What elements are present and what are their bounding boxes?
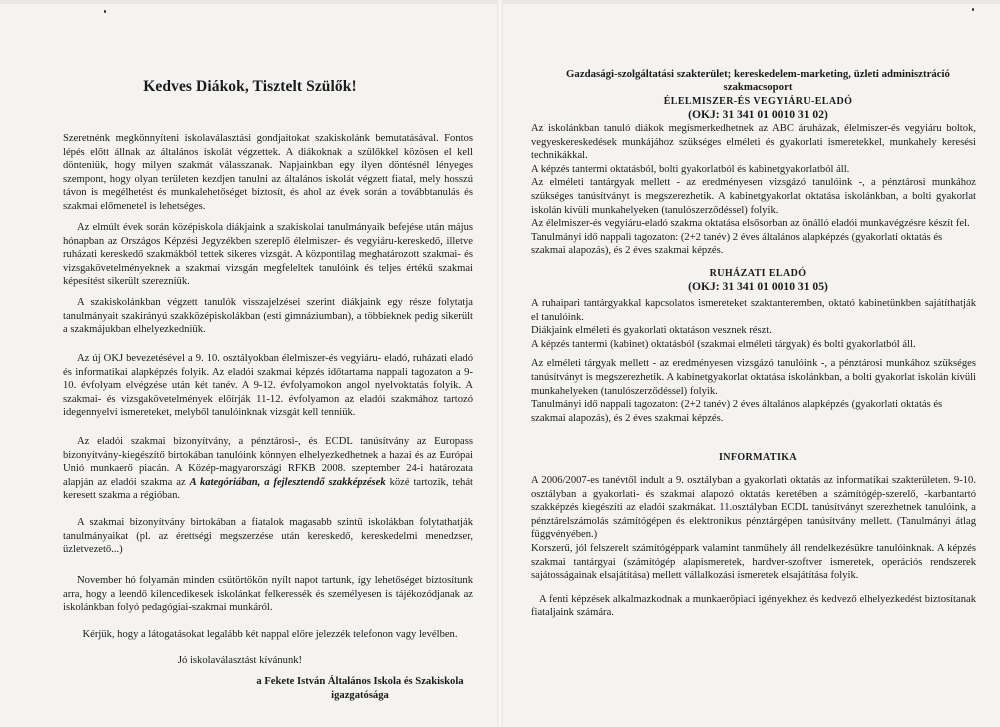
- right-page: [503, 0, 1000, 727]
- paragraph-text-part: Az eladói szakmai bizonyítvány, a pénztárosi-, és ECDL tanúsítvány az Europass bizonyítvány-kiegészítő birtokában tanulóink könnyen elhelyezkedhetnek a hazai és az Európai Unió munkaerő piacán. A Közép-magyarországi RFKB 2008. szeptember 24-i határozata alapján az eladói szakma az: [63, 436, 473, 488]
- paragraph-text: Az elmúlt évek során középiskola diákjaink a szakiskolai tanulmányaik befejése után május hónapban az Országos Képzési Jegyzékben szereplő élelmiszer- és vegyiáru-kereskedő, illetve ruházati kereskedő szakmákból tettek sikeres vizsgát. A központilag meghatározott szakmai- és vizsgakövetelményeknek a szakmai vizsgán megfeleltek tanulóink és teljes értékű szakmai képesítést sikerült szerezniük.: [63, 222, 473, 288]
- open-day-paragraph: [63, 574, 473, 615]
- paragraph-text: A szakmai bizonyítvány birtokában a fiatalok magasabb szintű iskolákban folytathatják tanulmányaikat (pl. az érettségi megszerzése után kereskedő, kereskedelmi menedzser, üzletvezető...): [63, 517, 473, 556]
- paragraph-text: A képzés tantermi oktatásból, bolti gyakorlatból és kabinetgyakorlatból áll.: [531, 163, 850, 175]
- paragraph-text: A 2006/2007-es tanévtől indult a 9. osztályban a gyakorlati oktatás az informatikai szakterületen. 9-10. osztályban a gyakorlati- és szakmai alapozó oktatás keretében a számítógép-szerelő, -karbantartó szakképzés kiegészíti az eladói szakmákat. 11.osztályban ECDL tanúsítványt szerezhetnek tanulóink, a pénztárelszámolás számítógépen és elektronikus pénztárgépen tanúsítvány mellett. (Tanulmányi átlag függvényében.): [531, 475, 976, 541]
- intro-paragraph: [63, 132, 473, 214]
- section-title-food: ÉLELMISZER-ÉS VEGYIÁRU-ELADÓ: [663, 96, 853, 107]
- okj-code-food: (OKJ: 31 341 01 0010 31 02): [688, 108, 828, 121]
- section-title-clothing: RUHÁZATI ELADÓ: [709, 268, 807, 279]
- paragraph-text: Az elméleti tárgyak mellett - az eredményesen vizsgázó tanulóink -, a pénztárosi munkához szükséges tanúsítványt is megszerezhetik. A kabinetgyakorlat oktatása iskolánkban, a bolti gyakorlat iskolán kívüli munkahelyeken (tanulószerződéssel) folyik.: [531, 358, 976, 397]
- paragraph-text: Tanulmányi idő nappali tagozaton: (2+2 tanév) 2 éves általános alapképzés (gyakorlati oktatás és szakmai alapozás), és 2 éves szakmai képzés.: [531, 399, 943, 424]
- signature-line: igazgatósága: [331, 690, 389, 701]
- section-title-it: INFORMATIKA: [718, 452, 798, 463]
- emphasized-text: A kategóriában, a fejlesztendő szakképzések: [189, 476, 386, 488]
- department-subname: szakmacsoport: [723, 81, 793, 94]
- paragraph-text: Az iskolánkban tanuló diákok megismerkedhetnek az ABC áruházak, élelmiszer-és vegyiáru boltok, vegyeskereskedések munkájához szükséges elméleti és gyakorlati ismeretekkel, munkahely keresési technikákkal.: [531, 123, 976, 162]
- paragraph-text: Az elméleti tantárgyak mellett - az eredményesen vizsgázó tanulóink -, a pénztárosi munkához szükséges tanúsítványt is megszerezhetik. A kabinetgyakorlat oktatása iskolánkban, a bolti gyakorlat iskolán kívüli munkahelyeken (tanulószerződéssel) folyik.: [531, 177, 976, 216]
- paragraph-text: Diákjaink elméleti és gyakorlati oktatáson vesznek részt.: [531, 325, 772, 337]
- paragraph-text: Az élelmiszer-és vegyiáru-eladó szakma oktatása elsősorban az önálló eladói munkavégzésre készít fel.: [531, 218, 970, 230]
- certificate-paragraph: [63, 435, 473, 503]
- section-clothing-body: [531, 297, 976, 425]
- paragraph-text: Az új OKJ bevezetésével a 9. 10. osztályokban élelmiszer-és vegyiáru- eladó, ruházati eladó és informatikai alapképzés folyik. Az eladói szakmai képzés időtartama nappali tagozaton a 9-10. évfolyam elvégzése után két tanév. A 9-12. évfolyamokon angol nyelvoktatás folyik. A szakmai- és vizsgakövetelmények előírják 11-12. évfolyamon az eladói szakmához tartozó idegennyelvi ismereteket, melyből tanulóinknak vizsgát kell tenniük.: [63, 353, 473, 419]
- paragraph-text: Tanulmányi idő nappali tagozaton: (2+2 tanév) 2 éves általános alapképzés (gyakorlati oktatás és szakmai alapozás), és 2 éves szakmai képzés.: [531, 231, 943, 257]
- signature-line: a Fekete István Általános Iskola és Szakiskola: [256, 676, 464, 687]
- paragraph-text: A szakiskolánkban végzett tanulók visszajelzései szerint diákjaink egy része folytatja tanulmányait szakirányú szakközépiskolákban (esti gimnáziumban), a többieknek pedig sikerült a szakmájukban elhelyezkedniük.: [63, 297, 473, 336]
- paragraph-text: A képzés tantermi (kabinet) oktatásból (szakmai elméleti tárgyak) és bolti gyakorlatból áll.: [531, 338, 916, 350]
- results-paragraph: [63, 221, 473, 289]
- paragraph-text: [63, 435, 473, 503]
- okj-code-clothing: (OKJ: 31 341 01 0010 31 05): [688, 280, 828, 293]
- department-header: [523, 68, 993, 95]
- request-line: Kérjük, hogy a látogatásokat legalább két nappal előre jelezzék telefonon vagy levélben.: [82, 629, 458, 640]
- further-study-paragraph: [63, 516, 473, 557]
- paragraph-text: Szeretnénk megkönnyíteni iskolaválasztási gondjaitokat szakiskolánk bemutatásával. Fontos lépés előtt állnak az általános iskolát végzettek. A diákoknak a szülőkkel közösen el kell dönteniük, hogy milyen szakmát válasszanak. Napjainkban egy ilyen döntésnél lényeges szempont, hogy olyan területen kezdjen tanulni az általános iskolát végzett fiatal, mely hosszú távon is megélhetést és munkalehetőséget biztosít, és ahol az évek során a továbbtanulás és szakmai előmenetel is lehetséges.: [63, 133, 473, 212]
- paragraph-text-part: közé tartozik, tehát keresett szakma a régióban.: [63, 476, 473, 502]
- signature: [230, 675, 490, 703]
- paragraph-text: A fenti képzések alkalmazkodnak a munkaerőpiaci igényekhez és kedvező elhelyezkedést biztosítanak fiataljaink számára.: [531, 593, 976, 619]
- department-name: Gazdasági-szolgáltatási szakterület; kereskedelem-marketing, üzleti adminisztráció: [566, 68, 950, 80]
- left-page: [0, 0, 497, 727]
- section-food-body: [531, 122, 976, 258]
- okj-paragraph: [63, 352, 473, 420]
- paragraph-text: A ruhaipari tantárgyakkal kapcsolatos ismereteket szaktanteremben, oktató kabinetünkben sajátíthatják el tanulóink.: [531, 298, 976, 323]
- paragraph-text: November hó folyamán minden csütörtökön nyílt napot tartunk, így lehetőséget biztosítunk arra, hogy a leendő kilencedikesek iskolánkat felkeressék és személyesen is tájékozódjanak az iskolánkban folyó pedagógiai-szakmai munkáról.: [63, 575, 473, 614]
- section-it-body: [531, 474, 976, 620]
- paragraph-text: Korszerű, jól felszerelt számítógéppark valamint tanműhely áll rendelkezésükre tanulóinknak. A képzés szakmai tantárgyai (számítógép alapismeretek, hardver-szoftver ismeretek, operációs rendszerek sajátosságainak elsajátítása) mellett vállalkozási ismeretek elsajátítása folyik.: [531, 542, 976, 582]
- letter-title: Kedves Diákok, Tisztelt Szülők!: [143, 78, 357, 95]
- graduates-paragraph: [63, 296, 473, 337]
- wish-line: Jó iskolaválasztást kívánunk!: [177, 655, 303, 666]
